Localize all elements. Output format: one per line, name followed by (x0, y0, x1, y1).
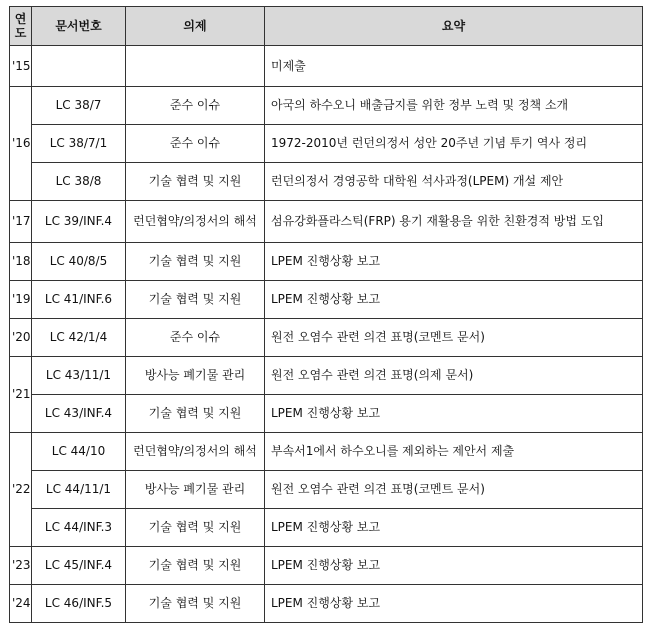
agenda-cell (126, 46, 265, 87)
summary-cell: 원전 오염수 관련 의견 표명(의제 문서) (265, 357, 643, 395)
year-cell: '23 (10, 547, 32, 585)
doc-cell: LC 41/INF.6 (32, 281, 126, 319)
doc-cell: LC 46/INF.5 (32, 585, 126, 623)
table-row (10, 281, 643, 319)
table-row (10, 395, 643, 433)
year-cell: '18 (10, 243, 32, 281)
summary-cell: LPEM 진행상황 보고 (265, 509, 643, 547)
table-row (10, 509, 643, 547)
agenda-cell: 기술 협력 및 지원 (126, 395, 265, 433)
doc-cell: LC 38/7/1 (32, 125, 126, 163)
table-row (10, 471, 643, 509)
doc-cell: LC 43/INF.4 (32, 395, 126, 433)
table-row (10, 433, 643, 471)
year-cell: '19 (10, 281, 32, 319)
header-year (10, 7, 32, 46)
table-row (10, 585, 643, 623)
summary-cell: 원전 오염수 관련 의견 표명(코멘트 문서) (265, 471, 643, 509)
year-cell: '20 (10, 319, 32, 357)
summary-cell: LPEM 진행상황 보고 (265, 281, 643, 319)
agenda-cell: 방사능 폐기물 관리 (126, 471, 265, 509)
agenda-cell: 준수 이슈 (126, 319, 265, 357)
doc-cell: LC 39/INF.4 (32, 201, 126, 243)
table-row (10, 87, 643, 125)
doc-cell (32, 46, 126, 87)
summary-cell: 런던의정서 경영공학 대학원 석사과정(LPEM) 개설 제안 (265, 163, 643, 201)
year-cell: '17 (10, 201, 32, 243)
doc-cell: LC 43/11/1 (32, 357, 126, 395)
doc-cell: LC 44/11/1 (32, 471, 126, 509)
year-cell: '16 (10, 87, 32, 201)
agenda-cell: 런던협약/의정서의 해석 (126, 201, 265, 243)
table-row (10, 125, 643, 163)
agenda-cell: 기술 협력 및 지원 (126, 281, 265, 319)
agenda-cell: 기술 협력 및 지원 (126, 243, 265, 281)
summary-cell: 부속서1에서 하수오니를 제외하는 제안서 제출 (265, 433, 643, 471)
agenda-cell: 기술 협력 및 지원 (126, 163, 265, 201)
agenda-cell: 준수 이슈 (126, 125, 265, 163)
doc-cell: LC 44/INF.3 (32, 509, 126, 547)
year-cell: '15 (10, 46, 32, 87)
year-cell: '22 (10, 433, 32, 547)
doc-cell: LC 42/1/4 (32, 319, 126, 357)
table-row (10, 243, 643, 281)
doc-cell: LC 40/8/5 (32, 243, 126, 281)
header-row (10, 7, 643, 46)
doc-cell: LC 44/10 (32, 433, 126, 471)
summary-cell: LPEM 진행상황 보고 (265, 243, 643, 281)
summary-cell: 아국의 하수오니 배출금지를 위한 정부 노력 및 정책 소개 (265, 87, 643, 125)
summary-cell: LPEM 진행상황 보고 (265, 395, 643, 433)
summary-cell: 원전 오염수 관련 의견 표명(코멘트 문서) (265, 319, 643, 357)
summary-cell: LPEM 진행상황 보고 (265, 547, 643, 585)
summary-cell: LPEM 진행상황 보고 (265, 585, 643, 623)
table-row (10, 357, 643, 395)
header-agenda: 의제 (126, 7, 265, 46)
year-cell: '24 (10, 585, 32, 623)
doc-cell: LC 38/8 (32, 163, 126, 201)
doc-cell: LC 45/INF.4 (32, 547, 126, 585)
header-year-line1: 연 (14, 12, 27, 26)
agenda-cell: 기술 협력 및 지원 (126, 509, 265, 547)
header-summary: 요약 (265, 7, 643, 46)
agenda-cell: 방사능 폐기물 관리 (126, 357, 265, 395)
submissions-table (9, 6, 643, 623)
table-row (10, 201, 643, 243)
doc-cell: LC 38/7 (32, 87, 126, 125)
agenda-cell: 기술 협력 및 지원 (126, 585, 265, 623)
header-doc: 문서번호 (32, 7, 126, 46)
table-row (10, 163, 643, 201)
agenda-cell: 기술 협력 및 지원 (126, 547, 265, 585)
table-row (10, 46, 643, 87)
agenda-cell: 준수 이슈 (126, 87, 265, 125)
table-row (10, 319, 643, 357)
year-cell: '21 (10, 357, 32, 433)
summary-cell: 미제출 (265, 46, 643, 87)
table-row (10, 547, 643, 585)
summary-cell: 섬유강화플라스틱(FRP) 용기 재활용을 위한 친환경적 방법 도입 (265, 201, 643, 243)
agenda-cell: 런던협약/의정서의 해석 (126, 433, 265, 471)
header-year-line2: 도 (14, 26, 27, 40)
summary-cell: 1972-2010년 런던의정서 성안 20주년 기념 투기 역사 정리 (265, 125, 643, 163)
